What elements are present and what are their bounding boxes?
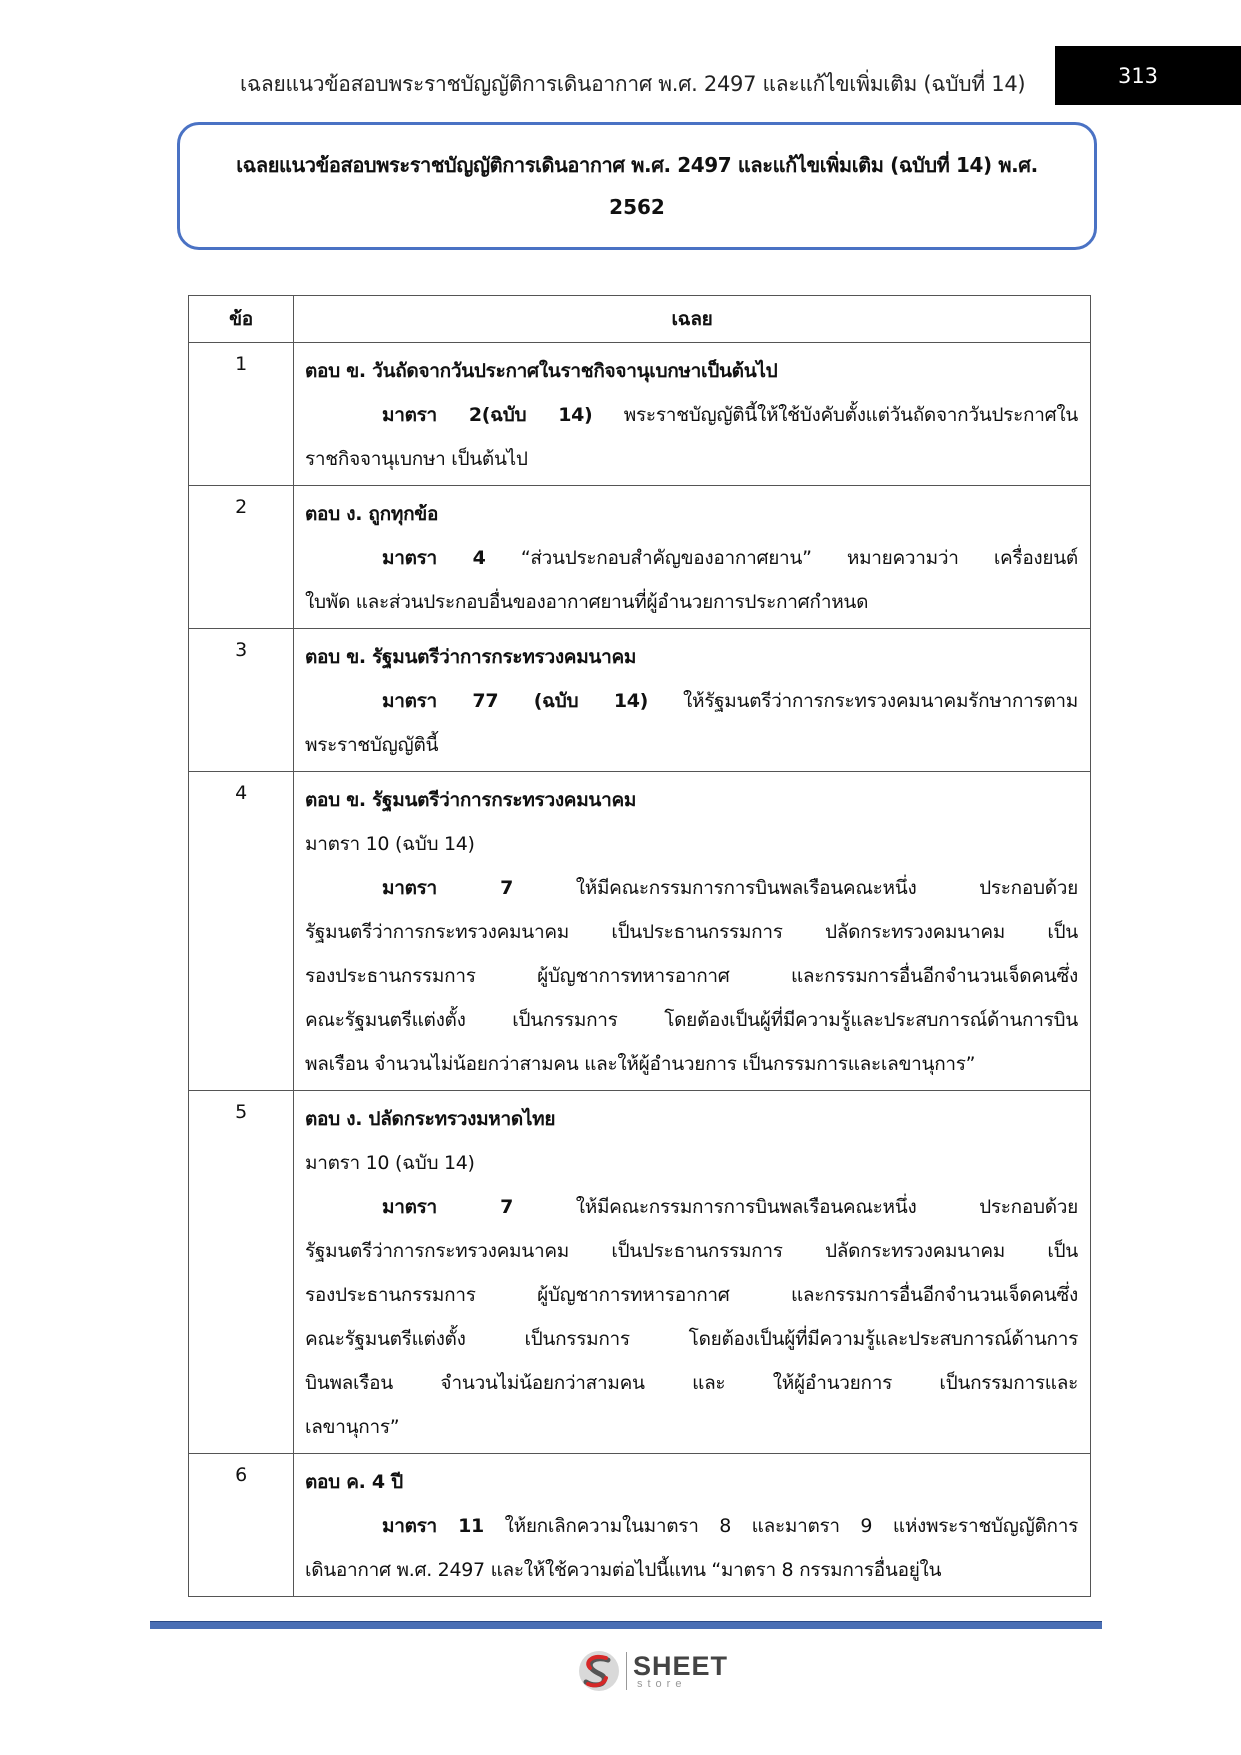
explanation-text: รัฐมนตรีว่าการกระทรวงคมนาคม เป็นประธานกรรมการ ปลัดกระทรวงคมนาคม เป็น: [305, 1240, 1078, 1262]
answer-cell: [294, 343, 1091, 486]
explanation-text: มาตรา 10 (ฉบับ 14): [305, 1152, 475, 1174]
logo-s-icon: [576, 1648, 622, 1694]
explanation-line: [305, 1229, 1078, 1273]
explanation-text: พระราชบัญญัตินี้ให้ใช้บังคับตั้งแต่วันถัดจากวันประกาศใน: [592, 404, 1078, 426]
explanation-line: [305, 954, 1078, 998]
question-number: 2: [189, 486, 294, 629]
explanation-line: [305, 1042, 1078, 1086]
column-header-answer: เฉลย: [294, 296, 1091, 343]
question-number: 1: [189, 343, 294, 486]
running-header: เฉลยแนวข้อสอบพระราชบัญญัติการเดินอากาศ พ.ศ. 2497 และแก้ไขเพิ่มเติม (ฉบับที่ 14): [240, 72, 1026, 96]
explanation-text: คณะรัฐมนตรีแต่งตั้ง เป็นกรรมการ โดยต้องเป็นผู้ที่มีความรู้และประสบการณ์ด้านการบิน: [305, 1009, 1078, 1031]
question-number: 6: [189, 1454, 294, 1597]
explanation-text: ราชกิจจานุเบกษา เป็นต้นไป: [305, 448, 528, 470]
answer-cell: [294, 486, 1091, 629]
explanation-line: [305, 1361, 1078, 1405]
document-title-box: [177, 122, 1097, 250]
explanation-text: เดินอากาศ พ.ศ. 2497 และให้ใช้ความต่อไปนี้แทน “มาตรา 8 กรรมการอื่นอยู่ใน: [305, 1559, 942, 1581]
section-reference: มาตรา 2(ฉบับ 14): [382, 404, 593, 426]
explanation-text: รัฐมนตรีว่าการกระทรวงคมนาคม เป็นประธานกรรมการ ปลัดกระทรวงคมนาคม เป็น: [305, 921, 1078, 943]
table-row: [189, 629, 1091, 772]
logo-word: SHEET: [633, 1650, 729, 1681]
answer-choice: ตอบ ข. รัฐมนตรีว่าการกระทรวงคมนาคม: [305, 789, 637, 811]
section-reference: มาตรา 7: [382, 877, 514, 899]
explanation-line: [305, 1504, 1078, 1548]
explanation-text: ให้รัฐมนตรีว่าการกระทรวงคมนาคมรักษาการตาม: [648, 690, 1078, 712]
explanation-text: “ส่วนประกอบสำคัญของอากาศยาน” หมายความว่า เครื่องยนต์: [485, 547, 1078, 569]
explanation-line: [305, 866, 1078, 910]
answer-cell: [294, 1091, 1091, 1454]
section-reference: มาตรา 11: [382, 1515, 484, 1537]
explanation-line: [305, 998, 1078, 1042]
table-row: [189, 486, 1091, 629]
explanation-line: [305, 1548, 1078, 1592]
explanation-line: [305, 1185, 1078, 1229]
explanation-line: [305, 393, 1078, 437]
logo-text: [633, 1650, 729, 1690]
question-number: 3: [189, 629, 294, 772]
document-title-line2: 2562: [609, 195, 665, 219]
explanation-text: รองประธานกรรมการ ผู้บัญชาการทหารอากาศ และกรรมการอื่นอีกจำนวนเจ็ดคนซึ่ง: [305, 965, 1078, 987]
column-header-no: ข้อ: [189, 296, 294, 343]
answer-choice: ตอบ ข. รัฐมนตรีว่าการกระทรวงคมนาคม: [305, 646, 637, 668]
explanation-line: [305, 822, 1078, 866]
table-row: [189, 1091, 1091, 1454]
table-header-row: [189, 296, 1091, 343]
footer-rule: [150, 1621, 1102, 1629]
table-row: [189, 772, 1091, 1091]
logo-subword: store: [637, 1677, 687, 1690]
explanation-line: [305, 437, 1078, 481]
answer-cell: [294, 1454, 1091, 1597]
sheet-store-logo: [576, 1645, 746, 1697]
answer-choice: ตอบ ง. ถูกทุกข้อ: [305, 503, 439, 525]
explanation-text: ให้มีคณะกรรมการการบินพลเรือนคณะหนึ่ง ประกอบด้วย: [513, 877, 1078, 899]
explanation-text: พระราชบัญญัตินี้: [305, 734, 439, 756]
explanation-text: ให้ยกเลิกความในมาตรา 8 และมาตรา 9 แห่งพระราชบัญญัติการ: [483, 1515, 1078, 1537]
question-number: 5: [189, 1091, 294, 1454]
section-reference: มาตรา 7: [382, 1196, 514, 1218]
answer-choice: ตอบ ข. วันถัดจากวันประกาศในราชกิจจานุเบกษาเป็นต้นไป: [305, 360, 778, 382]
explanation-text: เลขานุการ”: [305, 1416, 400, 1438]
explanation-line: [305, 723, 1078, 767]
explanation-line: [305, 1405, 1078, 1449]
explanation-line: [305, 1141, 1078, 1185]
section-reference: มาตรา 4: [382, 547, 486, 569]
explanation-text: พลเรือน จำนวนไม่น้อยกว่าสามคน และให้ผู้อำนวยการ เป็นกรรมการและเลขานุการ”: [305, 1053, 976, 1075]
answer-choice: ตอบ ค. 4 ปี: [305, 1471, 403, 1493]
explanation-text: คณะรัฐมนตรีแต่งตั้ง เป็นกรรมการ โดยต้องเป็นผู้ที่มีความรู้และประสบการณ์ด้านการ: [305, 1328, 1078, 1350]
explanation-line: [305, 1317, 1078, 1361]
document-title-line1: เฉลยแนวข้อสอบพระราชบัญญัติการเดินอากาศ พ.ศ. 2497 และแก้ไขเพิ่มเติม (ฉบับที่ 14) พ.ศ.: [236, 153, 1038, 177]
question-number: 4: [189, 772, 294, 1091]
explanation-line: [305, 679, 1078, 723]
explanation-line: [305, 1273, 1078, 1317]
answer-cell: [294, 629, 1091, 772]
explanation-line: [305, 580, 1078, 624]
explanation-line: [305, 910, 1078, 954]
table-row: [189, 343, 1091, 486]
explanation-line: [305, 536, 1078, 580]
section-reference: มาตรา 77 (ฉบับ 14): [382, 690, 649, 712]
explanation-text: ให้มีคณะกรรมการการบินพลเรือนคณะหนึ่ง ประกอบด้วย: [513, 1196, 1078, 1218]
explanation-text: บินพลเรือน จำนวนไม่น้อยกว่าสามคน และ ให้ผู้อำนวยการ เป็นกรรมการและ: [305, 1372, 1078, 1394]
logo-divider: [626, 1652, 627, 1690]
page-number: 313: [1055, 46, 1241, 105]
explanation-text: ใบพัด และส่วนประกอบอื่นของอากาศยานที่ผู้อำนวยการประกาศกำหนด: [305, 591, 869, 613]
answer-table: [188, 295, 1091, 1597]
table-row: [189, 1454, 1091, 1597]
answer-cell: [294, 772, 1091, 1091]
explanation-text: มาตรา 10 (ฉบับ 14): [305, 833, 475, 855]
answer-choice: ตอบ ง. ปลัดกระทรวงมหาดไทย: [305, 1108, 556, 1130]
explanation-text: รองประธานกรรมการ ผู้บัญชาการทหารอากาศ และกรรมการอื่นอีกจำนวนเจ็ดคนซึ่ง: [305, 1284, 1078, 1306]
